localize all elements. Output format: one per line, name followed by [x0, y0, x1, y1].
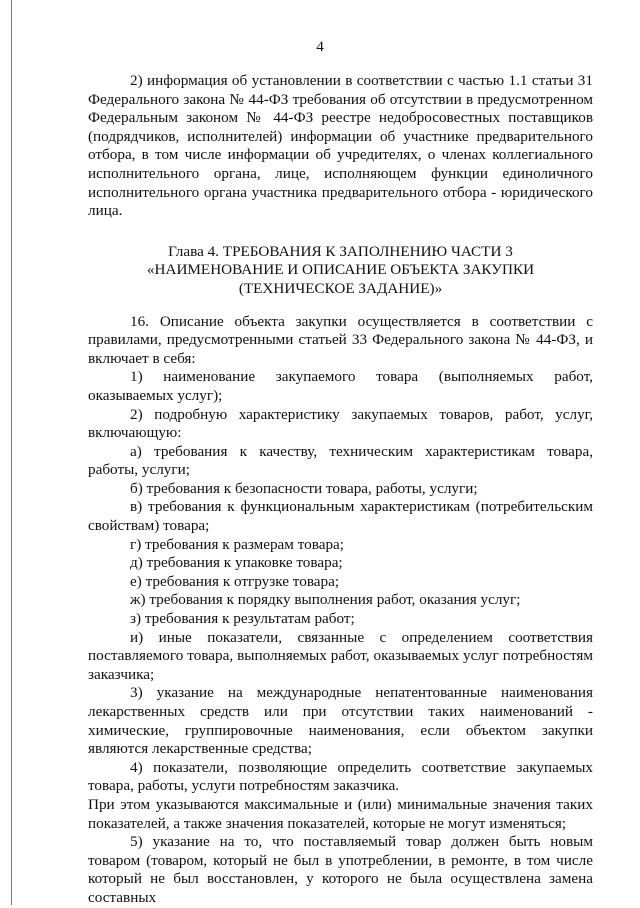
list-item-3: 3) указание на международные непатентованные наименования лекарственных средств или при отсутствии таких наименований - химические, группировочные наименования, если объектом закупки являются лекарственные средства; [88, 684, 593, 758]
sub-item-a: а) требования к качеству, техническим характеристикам товара, работы, услуги; [88, 442, 593, 479]
page-number: 4 [316, 38, 324, 55]
sub-item-e: е) требования к отгрузке товара; [130, 572, 340, 590]
list-item-5: 5) указание на то, что поставляемый товар должен быть новым товаром (товаром, который не был в употреблении, в ремонте, в том числе который не был восстановлен, у которого не была осуществлена замена составных [88, 833, 593, 906]
sub-item-g: г) требования к размерам товара; [130, 535, 344, 553]
list-item-2: 2) подробную характеристику закупаемых товаров, работ, услуг, включающую: [88, 405, 593, 442]
sub-item-d: д) требования к упаковке товара; [130, 554, 343, 572]
chapter-heading-line-2: «НАИМЕНОВАНИЕ И ОПИСАНИЕ ОБЪЕКТА ЗАКУПКИ [146, 261, 535, 279]
scan-edge-line [11, 0, 12, 905]
sub-item-b: б) требования к безопасности товара, работы, услуги; [130, 479, 478, 497]
chapter-heading-line-3: (ТЕХНИЧЕСКОЕ ЗАДАНИЕ)» [238, 279, 443, 297]
sub-item-z: з) требования к результатам работ; [130, 610, 355, 628]
list-item-1: 1) наименование закупаемого товара (выполняемых работ, оказываемых услуг); [88, 368, 593, 404]
paragraph-16: 16. Описание объекта закупки осуществляется в соответствии с правилами, предусмотренными статьей 33 Федерального закона № 44-ФЗ, и включает в себя: [88, 312, 593, 367]
sub-item-zh: ж) требования к порядку выполнения работ, оказания услуг; [130, 591, 521, 609]
chapter-heading [88, 243, 593, 299]
note-paragraph: При этом указываются максимальные и (или) минимальные значения таких показателей, а также значения показателей, которые не могут изменяться; [88, 795, 593, 832]
sub-item-i: и) иные показатели, связанные с определением соответствия поставляемого товара, выполняемых работ, оказываемых услуг потребностям заказчика; [88, 628, 593, 683]
sub-item-v: в) требования к функциональным характеристикам (потребительским свойствам) товара; [88, 498, 593, 535]
document-body [88, 72, 593, 908]
paragraph-item-2-info: 2) информация об установлении в соответствии с частью 1.1 статьи 31 Федерального закона № 44-ФЗ требования об отсутствии в предусмотренном Федеральным законом № 44-ФЗ реестре недобросовестных поставщиков (подрядчиков, исполнителей) информации об участнике предварительного отбора, в том числе информации об учредителях, о членах коллегиального исполнительного органа, лице, исполняющем функции единоличного исполнительного органа участника предварительного отбора - юридического лица. [88, 72, 593, 220]
list-item-4: 4) показатели, позволяющие определить соответствие закупаемых товара, работы, услуги потребностям заказчика. [88, 758, 593, 795]
chapter-heading-line-1: Глава 4. ТРЕБОВАНИЯ К ЗАПОЛНЕНИЮ ЧАСТИ 3 [168, 242, 513, 260]
